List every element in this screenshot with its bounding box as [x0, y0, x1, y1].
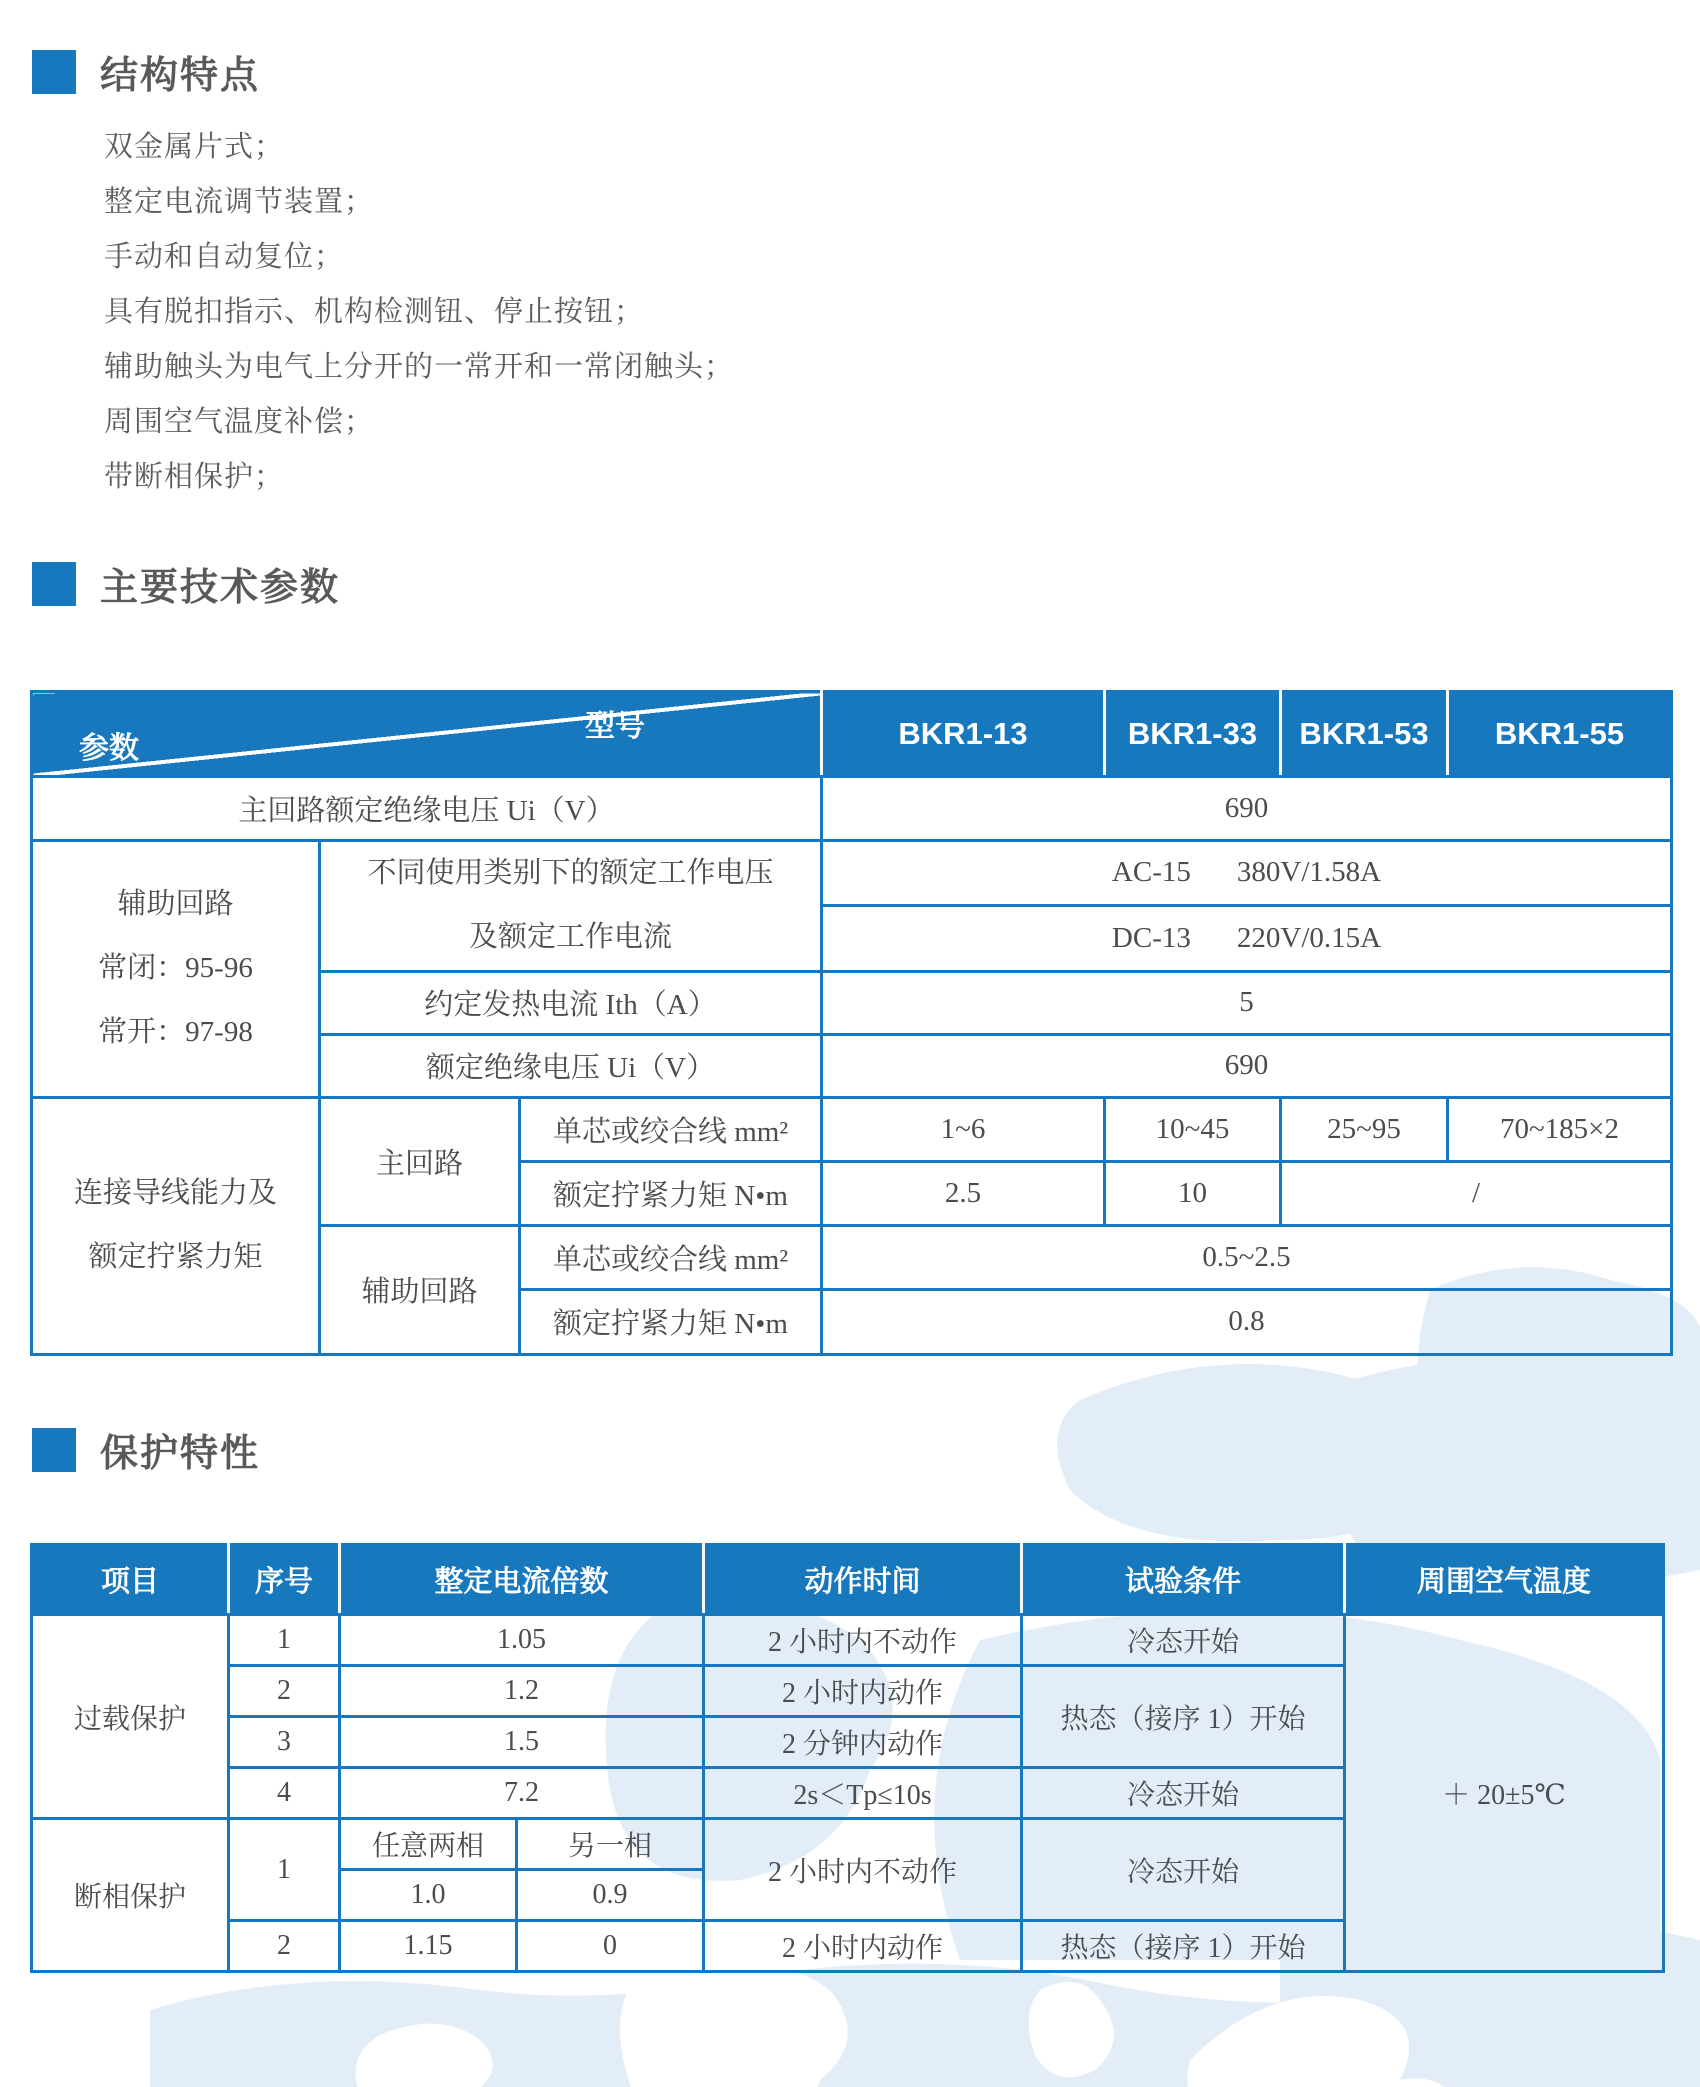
- section-title-text: 结构特点: [100, 55, 261, 97]
- multiple-cell: 1.0: [340, 1870, 517, 1921]
- multiple-cell: 1.15: [340, 1921, 517, 1972]
- torque-label-cell: 额定拧紧力矩 N•m: [520, 1289, 822, 1354]
- feature-item: 带断相保护；: [104, 461, 285, 493]
- ambient-temperature-cell: ＋ 20±5℃: [1345, 1615, 1664, 1972]
- main-torque-value-cell: 2.5: [822, 1161, 1105, 1225]
- section-marker-square: [32, 50, 76, 94]
- wire-spec-label-cell: 单芯或绞合线 mm²: [520, 1225, 822, 1289]
- action-time-cell: 2 小时内动作: [704, 1666, 1022, 1717]
- row-number-cell: 1: [229, 1615, 340, 1666]
- section-marker-square: [32, 562, 76, 606]
- multiple-cell: 0: [517, 1921, 704, 1972]
- multiple-cell: 1.2: [340, 1666, 704, 1717]
- aux-torque-value-cell: 0.8: [822, 1289, 1672, 1354]
- phase-subheader-any-two: 任意两相: [340, 1819, 517, 1870]
- main-circuit-cell: 主回路: [320, 1097, 520, 1225]
- model-header-bkr1-13: BKR1-13: [822, 692, 1105, 777]
- main-torque-value-cell: 10: [1105, 1161, 1281, 1225]
- action-time-cell: 2 分钟内动作: [704, 1717, 1022, 1768]
- aux-circuit-group-cell: 辅助回路 常闭：95-96 常开：97-98: [32, 841, 320, 1098]
- row-number-cell: 1: [229, 1819, 340, 1921]
- header-action-time: 动作时间: [704, 1545, 1022, 1615]
- header-item: 项目: [32, 1545, 229, 1615]
- model-header-bkr1-53: BKR1-53: [1281, 692, 1448, 777]
- model-header-bkr1-55: BKR1-55: [1448, 692, 1672, 777]
- main-ui-value-cell: 690: [822, 777, 1672, 841]
- feature-item: 周围空气温度补偿；: [104, 406, 375, 438]
- ith-label-cell: 约定发热电流 Ith（A）: [320, 971, 822, 1034]
- header-test-condition: 试验条件: [1022, 1545, 1345, 1615]
- header-number: 序号: [229, 1545, 340, 1615]
- section-title-text: 保护特性: [100, 1433, 261, 1475]
- wire-spec-label-cell: 单芯或绞合线 mm²: [520, 1097, 822, 1161]
- feature-item: 整定电流调节装置；: [104, 186, 375, 218]
- aux-wire-value-cell: 0.5~2.5: [822, 1225, 1672, 1289]
- main-wire-value-cell: 70~185×2: [1448, 1097, 1672, 1161]
- action-time-cell: 2 小时内不动作: [704, 1819, 1022, 1921]
- action-time-cell: 2 小时内动作: [704, 1921, 1022, 1972]
- main-ui-label-cell: 主回路额定绝缘电压 Ui（V）: [32, 777, 822, 841]
- action-time-cell: 2s＜Tp≤10s: [704, 1768, 1022, 1819]
- row-number-cell: 2: [229, 1666, 340, 1717]
- row-number-cell: 4: [229, 1768, 340, 1819]
- section-features-title: [32, 44, 260, 99]
- aux-circuit-cell: 辅助回路: [320, 1225, 520, 1354]
- multiple-cell: 1.05: [340, 1615, 704, 1666]
- condition-cell: 热态（接序 1）开始: [1022, 1666, 1345, 1768]
- main-wire-value-cell: 10~45: [1105, 1097, 1281, 1161]
- multiple-cell: 1.5: [340, 1717, 704, 1768]
- main-wire-value-cell: 1~6: [822, 1097, 1105, 1161]
- row-number-cell: 3: [229, 1717, 340, 1768]
- torque-label-cell: 额定拧紧力矩 N•m: [520, 1161, 822, 1225]
- condition-cell: 热态（接序 1）开始: [1022, 1921, 1345, 1972]
- header-current-multiple: 整定电流倍数: [340, 1545, 704, 1615]
- section-marker-square: [32, 1428, 76, 1472]
- action-time-cell: 2 小时内不动作: [704, 1615, 1022, 1666]
- condition-cell: 冷态开始: [1022, 1615, 1345, 1666]
- corner-header-cell: [32, 692, 822, 777]
- protection-characteristics-table: [30, 1543, 1665, 1973]
- section-protection-title: [32, 1422, 260, 1477]
- phase-failure-group-cell: 断相保护: [32, 1819, 229, 1972]
- phase-subheader-other: 另一相: [517, 1819, 704, 1870]
- duty-category-label-cell: 不同使用类别下的额定工作电压 及额定工作电流: [320, 841, 822, 972]
- main-wire-value-cell: 25~95: [1281, 1097, 1448, 1161]
- section-title-text: 主要技术参数: [100, 567, 341, 609]
- features-list: [104, 120, 734, 505]
- header-ambient-temperature: 周围空气温度: [1345, 1545, 1664, 1615]
- aux-ui-value-cell: 690: [822, 1034, 1672, 1097]
- multiple-cell: 7.2: [340, 1768, 704, 1819]
- feature-item: 双金属片式；: [104, 131, 285, 163]
- duty-ac-value-cell: AC-15 380V/1.58A: [822, 841, 1672, 906]
- feature-item: 具有脱扣指示、机构检测钮、停止按钮；: [104, 296, 645, 328]
- condition-cell: 冷态开始: [1022, 1819, 1345, 1921]
- feature-item: 手动和自动复位；: [104, 241, 345, 273]
- wiring-capability-group-cell: 连接导线能力及 额定拧紧力矩: [32, 1097, 320, 1354]
- corner-parameter-label: 参数: [79, 732, 139, 765]
- duty-dc-value-cell: DC-13 220V/0.15A: [822, 905, 1672, 971]
- section-parameters-title: [32, 556, 340, 611]
- technical-parameters-table: [30, 690, 1673, 1356]
- model-header-bkr1-33: BKR1-33: [1105, 692, 1281, 777]
- overload-group-cell: 过载保护: [32, 1615, 229, 1819]
- multiple-cell: 0.9: [517, 1870, 704, 1921]
- aux-ui-label-cell: 额定绝缘电压 Ui（V）: [320, 1034, 822, 1097]
- feature-item: 辅助触头为电气上分开的一常开和一常闭触头；: [104, 351, 735, 383]
- condition-cell: 冷态开始: [1022, 1768, 1345, 1819]
- row-number-cell: 2: [229, 1921, 340, 1972]
- ith-value-cell: 5: [822, 971, 1672, 1034]
- main-torque-value-cell: /: [1281, 1161, 1672, 1225]
- corner-model-label: 型号: [585, 710, 645, 743]
